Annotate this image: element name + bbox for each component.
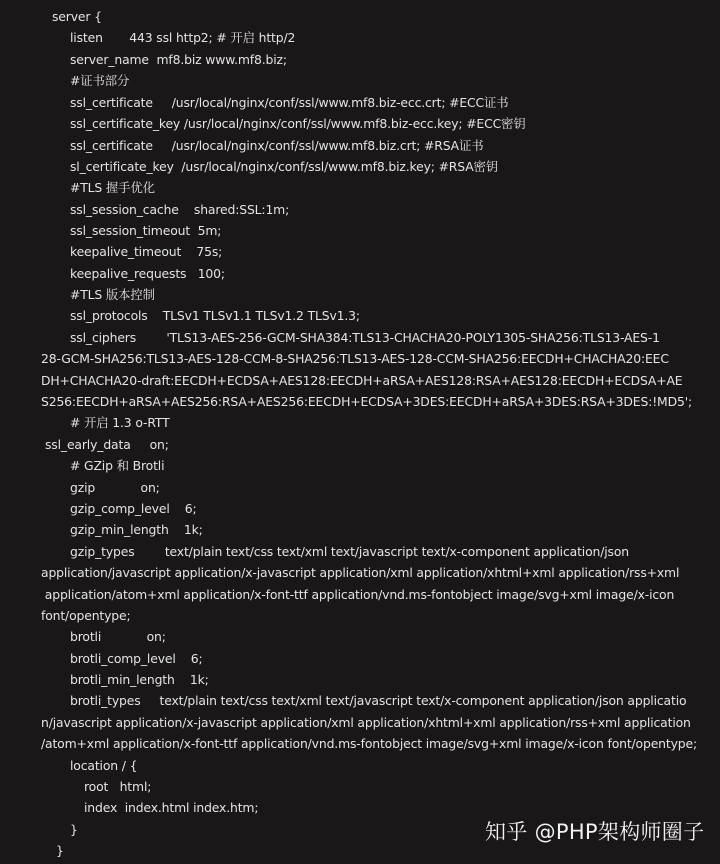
code-line: keepalive_timeout 75s;	[70, 244, 223, 259]
code-line: ssl_session_timeout 5m;	[70, 223, 222, 238]
code-line: ssl_ciphers 'TLS13-AES-256-GCM-SHA384:TLS13-CHACHA20-POLY1305-SHA256:TLS13-AES-1	[70, 330, 660, 345]
code-line: server_name mf8.biz www.mf8.biz;	[70, 52, 287, 67]
code-line: /atom+xml application/x-font-ttf application/vnd.ms-fontobject image/svg+xml image/x-icon font/opentype;	[41, 736, 697, 751]
code-line: }	[70, 822, 78, 837]
code-line: S256:EECDH+aRSA+AES256:RSA+AES256:EECDH+ECDSA+3DES:EECDH+aRSA+3DES:RSA+3DES:!MD5';	[41, 394, 692, 409]
code-line: font/opentype;	[41, 608, 131, 623]
code-line: ssl_session_cache shared:SSL:1m;	[70, 202, 290, 217]
code-line: ssl_early_data on;	[45, 437, 169, 452]
zhihu-watermark: 知乎 @PHP架构师圈子	[485, 820, 705, 844]
code-line: }	[56, 843, 64, 858]
code-line: #TLS 版本控制	[70, 287, 155, 302]
code-line: application/javascript application/x-javascript application/xml application/xhtml+xml application/rss+xml	[41, 565, 680, 580]
code-line: #TLS 握手优化	[70, 180, 155, 195]
code-line: ssl_certificate_key /usr/local/nginx/conf/ssl/www.mf8.biz-ecc.key; #ECC密钥	[70, 116, 526, 131]
code-line: # 开启 1.3 o-RTT	[70, 415, 170, 430]
code-line: brotli_min_length 1k;	[70, 672, 209, 687]
code-line: keepalive_requests 100;	[70, 266, 225, 281]
code-line: ssl_protocols TLSv1 TLSv1.1 TLSv1.2 TLSv1.3;	[70, 308, 360, 323]
code-line: gzip_min_length 1k;	[70, 522, 203, 537]
code-line: n/javascript application/x-javascript application/xml application/xhtml+xml application/rss+xml application	[41, 715, 691, 730]
code-line: ssl_certificate /usr/local/nginx/conf/ssl/www.mf8.biz-ecc.crt; #ECC证书	[70, 95, 509, 110]
code-line: brotli_comp_level 6;	[70, 651, 203, 666]
code-line: listen 443 ssl http2; # 开启 http/2	[70, 30, 296, 45]
code-line: brotli_types text/plain text/css text/xml text/javascript text/x-component application/json applicatio	[70, 693, 687, 708]
code-line: ssl_certificate /usr/local/nginx/conf/ssl/www.mf8.biz.crt; #RSA证书	[70, 138, 484, 153]
code-line: brotli on;	[70, 629, 166, 644]
code-line: root html;	[84, 779, 152, 794]
code-line: application/atom+xml application/x-font-ttf application/vnd.ms-fontobject image/svg+xml image/x-icon	[41, 587, 675, 602]
code-line: index index.html index.htm;	[84, 800, 259, 815]
code-line: 28-GCM-SHA256:TLS13-AES-128-CCM-8-SHA256:TLS13-AES-128-CCM-SHA256:EECDH+CHACHA20:EEC	[41, 351, 669, 366]
code-line: gzip_comp_level 6;	[70, 501, 197, 516]
code-line: gzip on;	[70, 480, 160, 495]
code-line: #证书部分	[70, 73, 130, 88]
code-line: gzip_types text/plain text/css text/xml text/javascript text/x-component application/json	[70, 544, 629, 559]
code-line: sl_certificate_key /usr/local/nginx/conf/ssl/www.mf8.biz.key; #RSA密钥	[70, 159, 499, 174]
code-line: # GZip 和 Brotli	[70, 458, 165, 473]
code-line: location / {	[70, 758, 138, 773]
code-line: server {	[52, 9, 102, 24]
code-line: DH+CHACHA20-draft:EECDH+ECDSA+AES128:EECDH+aRSA+AES128:RSA+AES128:EECDH+ECDSA+AE	[41, 373, 683, 388]
